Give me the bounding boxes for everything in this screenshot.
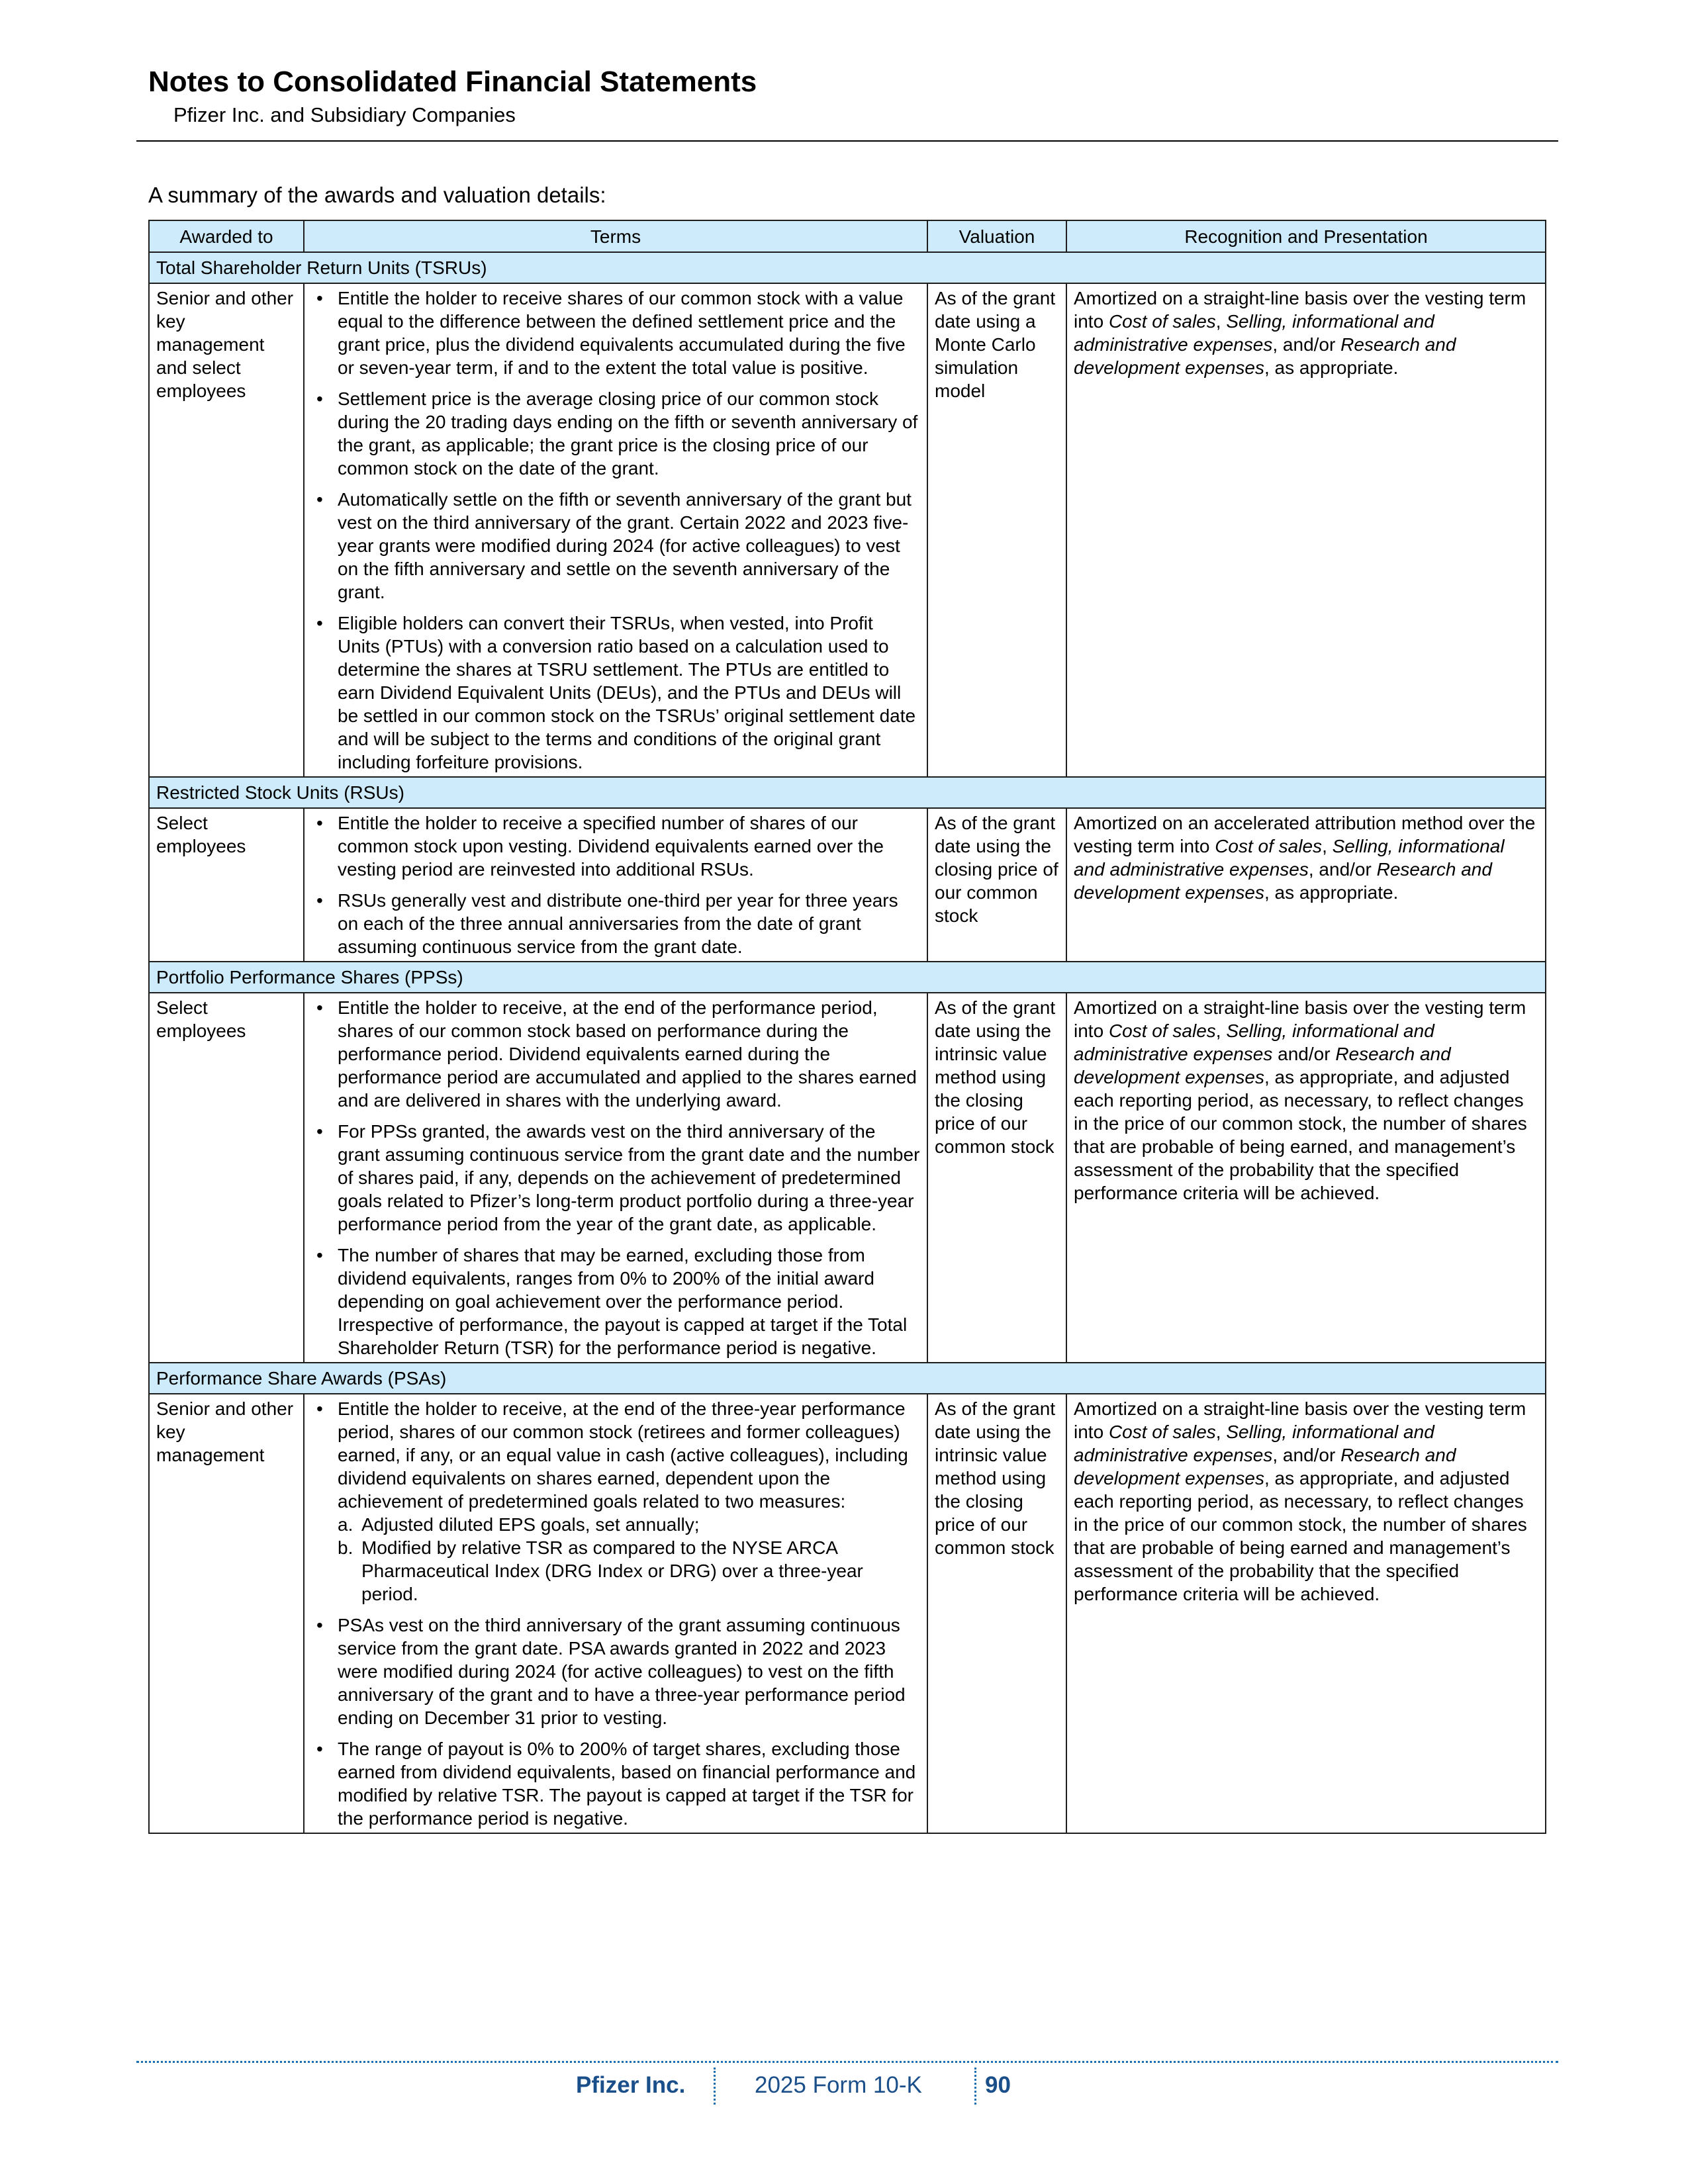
recognition-text: Amortized on a straight-line basis over the vesting term into	[1074, 1398, 1526, 1442]
sub-list	[338, 1513, 920, 1606]
recognition-text: Amortized on an accelerated attribution method over the vesting term into	[1074, 813, 1536, 856]
col-header-valuation: Valuation	[927, 220, 1066, 252]
list-item: • PSAs vest on the third anniversary of the grant assuming continuous service from the grant date. PSA awards granted in 2022 and 2023 were modified during 2024 (for active colleagues) to vest on the fifth anniversary of the grant and to have a three-year performance period ending on December 31 prior to vesting.	[311, 1614, 920, 1729]
terms-cell	[304, 1394, 927, 1833]
recognition-text: , as appropriate, and adjusted each reporting period, as necessary, to reflect changes in the price of our common stock, the number of shares that are probable of being earned, and management’s assessment of the probability that the specified performance criteria will be achieved.	[1074, 1067, 1527, 1203]
section-title: Performance Share Awards (PSAs)	[149, 1363, 1546, 1394]
table-row	[149, 993, 1546, 1363]
recognition-emphasis: Cost of sales	[1108, 1422, 1216, 1442]
list-item: • Automatically settle on the fifth or seventh anniversary of the grant but vest on the third anniversary of the grant. Certain 2022 and 2023 five-year grants were modified during 2024 (for active colleagues) to vest on the fifth anniversary and settle on the seventh anniversary of the grant.	[311, 488, 920, 604]
terms-list	[311, 811, 920, 958]
sub-list-item	[338, 1536, 920, 1606]
footer-form: 2025 Form 10-K	[755, 2072, 922, 2098]
list-item: • RSUs generally vest and distribute one-third per year for three years on each of the three annual anniversaries from the date of grant assuming continuous service from the grant date.	[311, 889, 920, 958]
recognition-text: ,	[1215, 311, 1227, 332]
valuation-cell: As of the grant date using the intrinsic value method using the closing price of our common stock	[927, 993, 1066, 1363]
terms-cell	[304, 283, 927, 777]
recognition-emphasis: Selling, informational and administrative expenses	[1074, 836, 1505, 880]
section-title: Total Shareholder Return Units (TSRUs)	[149, 252, 1546, 283]
recognition-emphasis: Selling, informational and administrative expenses	[1074, 1422, 1434, 1465]
recognition-emphasis: Cost of sales	[1108, 311, 1216, 332]
intro-text: A summary of the awards and valuation details:	[148, 183, 606, 207]
section-row-ppss	[149, 962, 1546, 993]
table-row	[149, 1394, 1546, 1833]
recognition-text: Amortized on a straight-line basis over the vesting term into	[1074, 288, 1526, 332]
table-row	[149, 808, 1546, 962]
recognition-text: ,	[1322, 836, 1333, 856]
terms-list	[311, 287, 920, 774]
sub-list-item	[338, 1513, 920, 1536]
terms-list	[311, 1397, 920, 1830]
recognition-cell	[1066, 993, 1546, 1363]
recognition-text: , as appropriate.	[1264, 357, 1399, 378]
recognition-text: and/or	[1272, 1044, 1336, 1064]
recognition-cell	[1066, 1394, 1546, 1833]
recognition-emphasis: Research and development expenses	[1074, 859, 1492, 903]
valuation-cell: As of the grant date using the intrinsic value method using the closing price of our common stock	[927, 1394, 1066, 1833]
terms-cell	[304, 808, 927, 962]
list-item	[311, 1397, 920, 1606]
footer-separator	[714, 2068, 716, 2105]
table-header-row	[149, 220, 1546, 252]
recognition-text: , and/or	[1272, 1445, 1341, 1465]
awards-table	[148, 220, 1546, 1834]
section-title: Portfolio Performance Shares (PPSs)	[149, 962, 1546, 993]
section-row-tsrus	[149, 252, 1546, 283]
page-subtitle: Pfizer Inc. and Subsidiary Companies	[173, 103, 516, 126]
awarded-to-cell: Select employees	[149, 808, 304, 962]
recognition-emphasis: Research and development expenses	[1074, 1044, 1451, 1087]
page-number: 90	[985, 2072, 1011, 2098]
recognition-text: Amortized on a straight-line basis over the vesting term into	[1074, 997, 1526, 1041]
terms-list	[311, 996, 920, 1359]
list-item: • Entitle the holder to receive a specified number of shares of our common stock upon vesting. Dividend equivalents earned over the vesting period are reinvested into additional RSUs.	[311, 811, 920, 881]
col-header-recognition: Recognition and Presentation	[1066, 220, 1546, 252]
recognition-emphasis: Research and development expenses	[1074, 1445, 1456, 1488]
sub-list-text: Modified by relative TSR as compared to the NYSE ARCA Pharmaceutical Index (DRG Index or DRG) over a three-year period.	[361, 1537, 863, 1604]
recognition-emphasis: Research and development expenses	[1074, 334, 1456, 378]
table-row	[149, 283, 1546, 777]
sub-list-marker: b.	[338, 1537, 353, 1558]
footer-company: Pfizer Inc.	[576, 2072, 686, 2098]
list-item: • The number of shares that may be earned, excluding those from dividend equivalents, ranges from 0% to 200% of the initial award depending on goal achievement over the performance period. Irrespective of performance, the payout is capped at target if the Total Shareholder Return (TSR) for the performance period is negative.	[311, 1244, 920, 1359]
header-divider	[136, 140, 1558, 142]
recognition-emphasis: Selling, informational and administrative expenses	[1074, 1021, 1434, 1064]
terms-cell	[304, 993, 927, 1363]
sub-list-text: Adjusted diluted EPS goals, set annually;	[361, 1514, 700, 1535]
list-item: • Eligible holders can convert their TSRUs, when vested, into Profit Units (PTUs) with a conversion ratio based on a calculation used to determine the shares at TSRU settlement. The PTUs are entitled to earn Dividend Equivalent Units (DEUs), and the PTUs and DEUs will be settled in our common stock on the TSRUs’ original settlement date and will be subject to the terms and conditions of the original grant including forfeiture provisions.	[311, 612, 920, 774]
list-item: • For PPSs granted, the awards vest on the third anniversary of the grant assuming continuous service from the grant date and the number of shares paid, if any, depends on the achievement of predetermined goals related to Pfizer’s long-term product portfolio during a three-year performance period from the year of the grant date, as applicable.	[311, 1120, 920, 1236]
recognition-cell	[1066, 283, 1546, 777]
list-item: • Entitle the holder to receive shares of our common stock with a value equal to the difference between the defined settlement price and the grant price, plus the dividend equivalents accumulated during the five or seven-year term, if and to the extent the total value is positive.	[311, 287, 920, 379]
list-item: • Entitle the holder to receive, at the end of the performance period, shares of our common stock based on performance during the performance period. Dividend equivalents earned during the performance period are accumulated and applied to the shares earned and are delivered in shares with the underlying award.	[311, 996, 920, 1112]
recognition-cell	[1066, 808, 1546, 962]
col-header-awarded-to: Awarded to	[149, 220, 304, 252]
recognition-text: , and/or	[1308, 859, 1377, 880]
recognition-text: , as appropriate, and adjusted each reporting period, as necessary, to reflect changes in the price of our common stock, the number of shares that are probable of being earned and management’s assessment of the probability that the specified performance criteria will be achieved.	[1074, 1468, 1527, 1604]
recognition-text: ,	[1215, 1422, 1227, 1442]
recognition-text: , as appropriate.	[1264, 882, 1399, 903]
page-title: Notes to Consolidated Financial Statements	[148, 66, 757, 98]
list-item: • Settlement price is the average closing price of our common stock during the 20 trading days ending on the fifth or seventh anniversary of the grant, as applicable; the grant price is the closing price of our common stock on the date of the grant.	[311, 387, 920, 480]
list-item-text: Entitle the holder to receive, at the end of the three-year performance period, shares of our common stock (retirees and former colleagues) earned, if any, or an equal value in cash (active colleagues), including dividend equivalents on shares earned, dependent upon the achievement of predetermined goals related to two measures:	[338, 1398, 908, 1512]
sub-list-marker: a.	[338, 1514, 353, 1535]
list-item: • The range of payout is 0% to 200% of target shares, excluding those earned from dividend equivalents, based on financial performance and modified by relative TSR. The payout is capped at target if the TSR for the performance period is negative.	[311, 1737, 920, 1830]
valuation-cell: As of the grant date using a Monte Carlo simulation model	[927, 283, 1066, 777]
section-row-psas	[149, 1363, 1546, 1394]
recognition-text: ,	[1215, 1021, 1227, 1041]
valuation-cell: As of the grant date using the closing price of our common stock	[927, 808, 1066, 962]
col-header-terms: Terms	[304, 220, 927, 252]
section-row-rsus	[149, 777, 1546, 808]
footer-separator	[974, 2068, 976, 2105]
awarded-to-cell: Select employees	[149, 993, 304, 1363]
recognition-emphasis: Cost of sales	[1108, 1021, 1216, 1041]
awarded-to-cell: Senior and other key management and select employees	[149, 283, 304, 777]
footer-divider	[136, 2061, 1558, 2063]
section-title: Restricted Stock Units (RSUs)	[149, 777, 1546, 808]
recognition-emphasis: Selling, informational and administrative expenses	[1074, 311, 1434, 355]
recognition-text: , and/or	[1272, 334, 1341, 355]
recognition-emphasis: Cost of sales	[1215, 836, 1323, 856]
awarded-to-cell: Senior and other key management	[149, 1394, 304, 1833]
